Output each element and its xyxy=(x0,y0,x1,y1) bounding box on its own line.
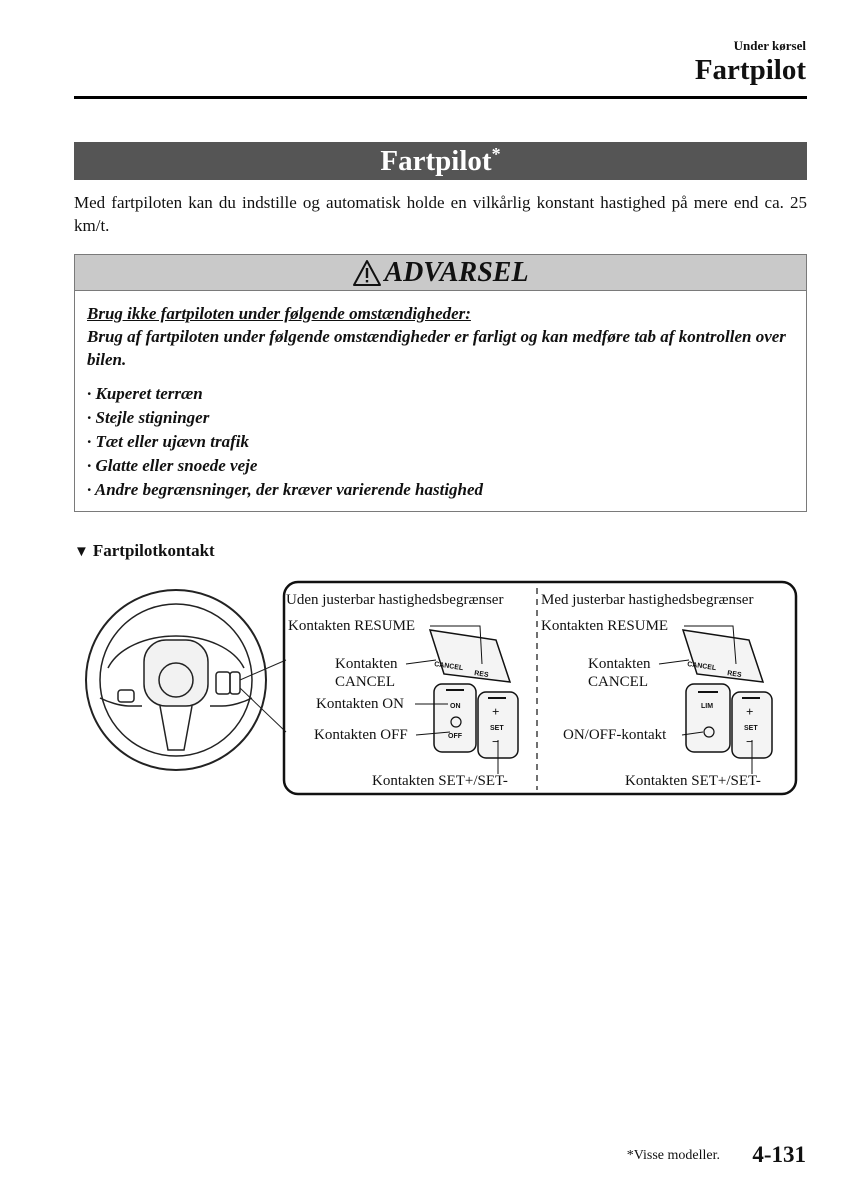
left-cancel-label-line1: Kontakten xyxy=(335,656,398,672)
right-cancel-label-line2: CANCEL xyxy=(588,674,648,690)
switch-plus-text: + xyxy=(746,704,754,719)
right-set-label: Kontakten SET+/SET- xyxy=(625,773,761,789)
steering-wheel-illustration xyxy=(86,590,286,770)
switch-res-text: RES xyxy=(473,670,489,679)
right-panel-title: Med justerbar hastighedsbegrænser xyxy=(541,592,754,608)
left-off-label: Kontakten OFF xyxy=(314,727,408,743)
switch-plus-text: + xyxy=(492,704,500,719)
warning-triangle-icon xyxy=(352,259,382,287)
page-heading: Fartpilot xyxy=(694,54,806,86)
warning-heading: Brug ikke fartpiloten under følgende omstændigheder: xyxy=(87,304,471,323)
list-item: · Kuperet terræn xyxy=(87,384,203,403)
switch-off-text: OFF xyxy=(448,733,462,740)
warning-header xyxy=(75,255,806,291)
switch-cancel-text: CANCEL xyxy=(433,661,464,673)
page-number: 4-131 xyxy=(752,1142,806,1167)
warning-title: ADVARSEL xyxy=(384,257,529,288)
subsection-title: Fartpilotkontakt xyxy=(92,541,215,560)
switch-res-text: RES xyxy=(726,670,742,679)
left-switch-cluster xyxy=(430,630,518,758)
warning-body xyxy=(87,302,797,502)
switch-minus-text: − xyxy=(746,734,754,749)
footnote-marker: * xyxy=(491,144,501,164)
switch-set-text: SET xyxy=(490,725,504,732)
switch-lim-text: LIM xyxy=(701,703,714,710)
warning-list xyxy=(87,382,797,502)
section-title-bar xyxy=(74,142,807,180)
cruise-switch-diagram xyxy=(78,580,798,798)
right-onoff-label: ON/OFF-kontakt xyxy=(563,727,667,743)
list-item: · Glatte eller snoede veje xyxy=(87,456,258,475)
intro-paragraph: Med fartpiloten kan du indstille og automatisk holde en vilkårlig konstant hastighed på mere end ca. 25 km/t. xyxy=(74,193,807,235)
section-label: Under kørsel xyxy=(733,38,806,53)
left-resume-label: Kontakten RESUME xyxy=(288,618,416,634)
list-item: · Stejle stigninger xyxy=(87,408,210,427)
switch-set-text: SET xyxy=(744,725,758,732)
footnote: *Visse modeller. xyxy=(626,1148,720,1163)
heading-rule xyxy=(74,96,807,99)
list-item: · Andre begrænsninger, der kræver varierende hastighed xyxy=(87,480,484,499)
warning-box xyxy=(74,254,807,512)
left-cancel-label-line2: CANCEL xyxy=(335,674,395,690)
switch-cancel-text: CANCEL xyxy=(686,661,717,673)
switch-on-text: ON xyxy=(450,703,461,710)
left-on-label: Kontakten ON xyxy=(316,696,404,712)
list-item: · Tæt eller ujævn trafik xyxy=(87,432,249,451)
triangle-marker-icon: ▼ xyxy=(74,544,89,560)
right-cancel-label-line1: Kontakten xyxy=(588,656,651,672)
left-set-label: Kontakten SET+/SET- xyxy=(372,773,508,789)
subsection-heading xyxy=(74,541,215,561)
left-panel-title: Uden justerbar hastighedsbegrænser xyxy=(286,592,504,608)
right-switch-cluster xyxy=(683,630,772,758)
section-title: Fartpilot xyxy=(380,145,492,177)
warning-text: Brug af fartpiloten under følgende omstændigheder er farligt og kan medføre tab af kontrollen over bilen. xyxy=(87,327,786,369)
right-resume-label: Kontakten RESUME xyxy=(541,618,669,634)
switch-minus-text: − xyxy=(492,734,500,749)
